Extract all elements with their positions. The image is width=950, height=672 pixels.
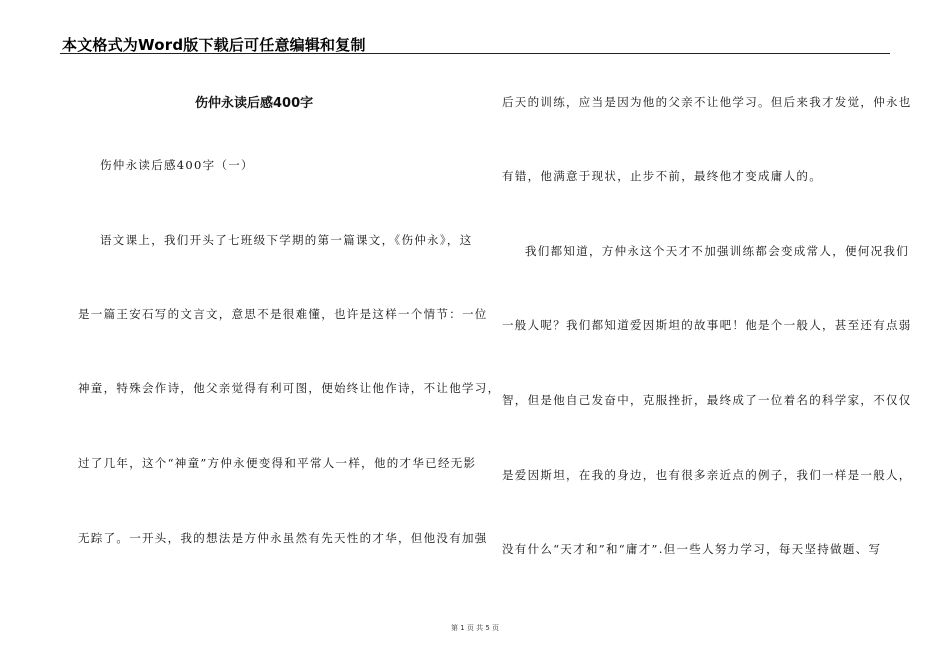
download-banner: 本文格式为Word版下载后可任意编辑和复制 — [62, 36, 366, 54]
document-title: 伤仲永读后感400字 — [195, 96, 314, 111]
left-line-3: 是一篇王安石写的文言文，意思不是很难懂，也许是这样一个情节：一位 — [78, 307, 488, 321]
right-line-5: 智，但是他自己发奋中，克服挫折，最终成了一位着名的科学家，不仅仅 — [502, 393, 912, 407]
left-line-6: 无踪了。一开头，我的想法是方仲永虽然有先天性的才华，但他没有加强 — [78, 531, 488, 545]
left-line-4: 神童，特殊会作诗，他父亲觉得有利可图，便始终让他作诗，不让他学习， — [78, 381, 501, 395]
left-line-2: 语文课上，我们开头了七班级下学期的第一篇课文，《伤仲永》，这 — [100, 233, 473, 247]
page-number: 第 1 页 共 5 页 — [450, 624, 500, 632]
left-line-subtitle: 伤仲永读后感400字（一） — [100, 158, 254, 172]
header-divider — [60, 53, 890, 54]
right-line-2: 有错，他满意于现状，止步不前，最终他才变成庸人的。 — [502, 169, 822, 183]
right-line-7: 没有什么“天才和”和“庸才”.但一些人努力学习，每天坚持做题、写 — [502, 542, 882, 556]
right-line-4: 一般人呢？我们都知道爱因斯坦的故事吧！他是个一般人，甚至还有点弱 — [502, 318, 912, 332]
right-line-1: 后天的训练，应当是因为他的父亲不让他学习。但后来我才发觉，仲永也 — [502, 95, 912, 109]
right-line-6: 是爱因斯坦，在我的身边，也有很多亲近点的例子，我们一样是一般人， — [502, 468, 912, 482]
left-line-5: 过了几年，这个“神童”方仲永便变得和平常人一样，他的才华已经无影 — [78, 456, 477, 470]
right-line-3: 我们都知道，方仲永这个天才不加强训练都会变成常人，便何况我们 — [525, 244, 909, 258]
